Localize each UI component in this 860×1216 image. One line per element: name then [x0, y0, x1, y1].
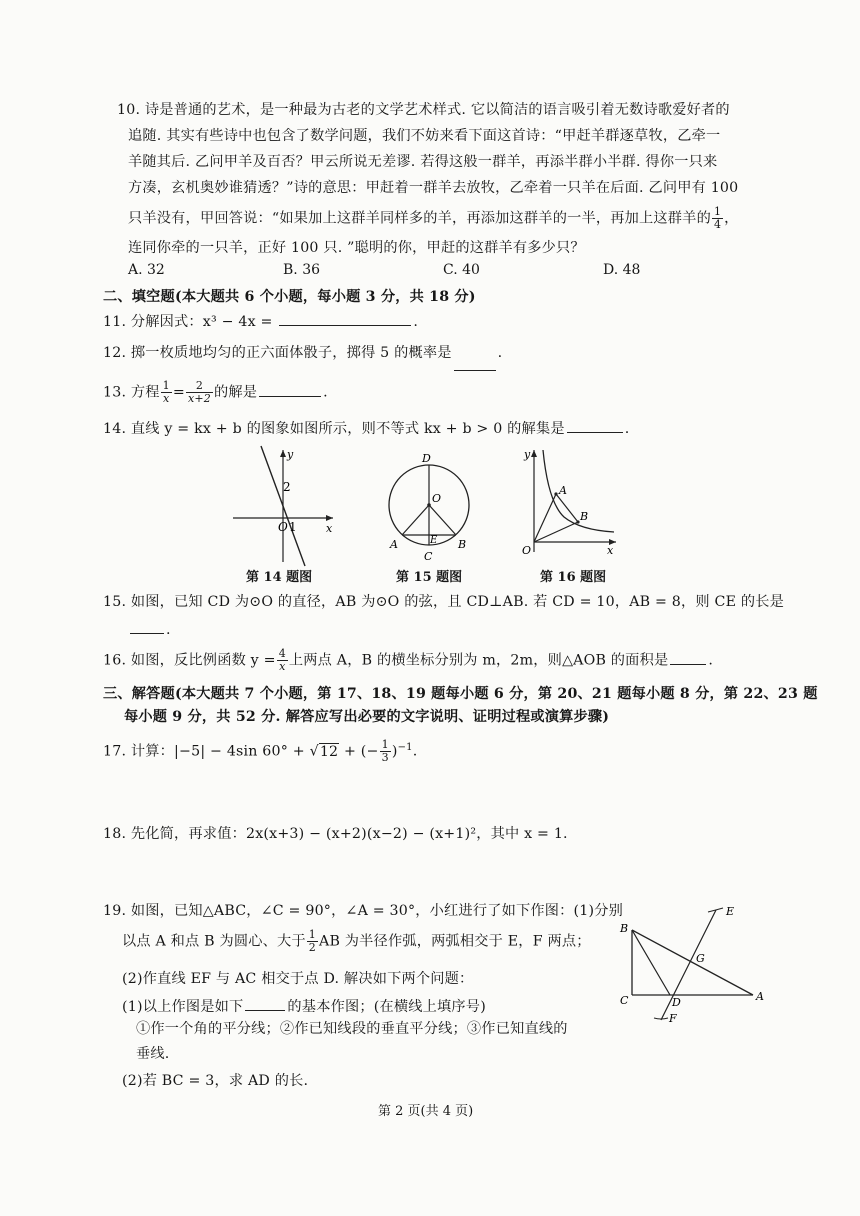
q15-answer-blank[interactable]	[130, 619, 164, 634]
q16: 16. 如图，反比例函数 y = $\frac{4}{x}$ 上两点 A，B 的横坐标分别为 m，2m，则△AOB 的面积是 .	[103, 647, 714, 673]
q13-answer-blank[interactable]	[259, 382, 321, 397]
figure-19	[615, 898, 770, 1026]
q13: 13. 方程 $\frac{1}{x}$ = $\frac{2}{x+2}$ 的解是 .	[103, 379, 328, 405]
section3-heading-line1: 三、解答题(本大题共 7 个小题，第 17、18、19 题每小题 6 分，第 20、21 题每小题 8 分，第 22、23 题	[103, 686, 818, 702]
q11-answer-blank[interactable]	[279, 311, 411, 326]
page-number: 第 2 页(共 4 页)	[378, 1104, 474, 1119]
q10-option-c: C. 40	[443, 262, 480, 278]
q10-line2: 追随. 其实有些诗中也包含了数学问题，我们不妨来看下面这首诗：“甲赶羊群逐草牧，乙牵一	[128, 128, 721, 144]
fig16-label-o: O	[522, 544, 532, 557]
fig19-line-ef	[661, 910, 716, 1020]
q16-fraction: $\frac{4}{x}$	[278, 647, 286, 673]
fig19-label-a: A	[756, 990, 764, 1003]
fig14-label-x: x	[326, 522, 333, 535]
fig15-label-d: D	[422, 452, 431, 465]
fig15-label-e: E	[430, 535, 438, 546]
q15-line1: 15. 如图，已知 CD 为⊙O 的直径，AB 为⊙O 的弦，且 CD⊥AB. 若 CD = 10，AB = 8，则 CE 的长是	[103, 594, 784, 610]
fig15-label-c: C	[424, 550, 433, 563]
fig15-caption: 第 15 题图	[396, 570, 463, 585]
q19-line3: (2)作直线 EF 与 AC 相交于点 D. 解决如下两个问题：	[122, 971, 474, 987]
figure-16	[518, 442, 620, 564]
figure-15	[378, 450, 478, 566]
section2-heading: 二、填空题(本大题共 6 个小题，每小题 3 分，共 18 分)	[103, 289, 476, 305]
q19-line1: 19. 如图，已知△ABC，∠C = 90°，∠A = 30°，小红进行了如下作图：(1)分别	[103, 903, 624, 919]
q10-line6: 连同你牵的一只羊，正好 100 只. ”聪明的你，甲赶的这群羊有多少只？	[128, 240, 585, 256]
fig14-label-1: 1	[289, 520, 297, 534]
q10-fraction: $\frac{1}{4}$	[713, 205, 722, 231]
fig16-label-x: x	[607, 544, 614, 557]
q10-line4: 方凑，玄机奥妙谁猜透？”诗的意思：甲赶着一群羊去放牧，乙牵着一只羊在后面. 乙问甲有 100	[128, 180, 739, 196]
fig19-label-f: F	[669, 1012, 677, 1025]
q13-fraction-left: $\frac{1}{x}$	[162, 379, 170, 405]
q19-line7: (2)若 BC = 3，求 AD 的长.	[122, 1073, 309, 1089]
q10-line5-text: 只羊没有，甲回答说：“如果加上这群羊同样多的羊，再添加这群羊的一半，再加上这群羊的	[128, 210, 711, 227]
q12: 12. 掷一枚质地均匀的正六面体骰子，掷得 5 的概率是 .	[103, 342, 502, 363]
q17: 17. 计算：|−5| − 4sin 60° + √12 + (− $\frac{1}{3}$ )$^{-1}$.	[103, 738, 418, 765]
q10-line3: 羊随其后. 乙问甲羊及百否？甲云所说无差谬. 若得这般一群羊，再添半群小半群. 得你一只来	[128, 154, 718, 170]
q14-answer-blank[interactable]	[567, 418, 623, 433]
q10-option-d: D. 48	[603, 262, 641, 278]
q13-fraction-right: $\frac{2}{x+2}$	[187, 379, 211, 405]
q14: 14. 直线 y = kx + b 的图象如图所示，则不等式 kx + b > 0 的解集是 .	[103, 418, 629, 439]
q18: 18. 先化简，再求值：2x(x+3) − (x+2)(x−2) − (x+1)²，其中 x = 1.	[103, 826, 568, 842]
fig19-label-e: E	[726, 905, 735, 918]
fig15-label-a: A	[390, 538, 398, 551]
q15-line2: .	[128, 619, 171, 640]
q19-answer-blank[interactable]	[245, 996, 285, 1011]
q10-line5: 只羊没有，甲回答说：“如果加上这群羊同样多的羊，再添加这群羊的一半，再加上这群羊的 $\frac{1}{4}$ ，	[128, 205, 739, 231]
fig16-label-y: y	[524, 448, 531, 461]
q10-line1: 10. 诗是普通的艺术，是一种最为古老的文学艺术样式. 它以简洁的语言吸引着无数诗歌爱好者的	[117, 102, 730, 118]
q19-line5: ①作一个角的平分线；②作已知线段的垂直平分线；③作已知直线的	[136, 1021, 568, 1037]
fig19-label-d: D	[672, 996, 681, 1009]
fig14-label-2: 2	[283, 480, 291, 494]
figure-14	[225, 442, 337, 567]
q11: 11. 分解因式：x³ − 4x = .	[103, 311, 418, 332]
q17-fraction: $\frac{1}{3}$	[381, 738, 389, 765]
fig16-caption: 第 16 题图	[540, 570, 607, 585]
fig14-label-o: O	[278, 520, 288, 534]
q10-option-b: B. 36	[283, 262, 321, 278]
section3-heading-line2: 每小题 9 分，共 52 分. 解答应写出必要的文字说明、证明过程或演算步骤)	[124, 709, 610, 725]
fig19-label-g: G	[696, 952, 705, 965]
q19-fraction: $\frac{1}{2}$	[308, 928, 316, 954]
fig16-label-a: A	[559, 484, 567, 497]
fig19-label-c: C	[620, 994, 629, 1007]
fig15-label-b: B	[458, 538, 467, 551]
fig14-label-y: y	[287, 448, 294, 461]
q17-exponent: −1	[397, 742, 413, 753]
q19-line4: (1)以上作图是如下 的基本作图；(在横线上填序号)	[122, 996, 486, 1017]
q12-answer-blank[interactable]	[454, 356, 496, 371]
fig15-label-o: O	[432, 492, 442, 505]
fig16-hyperbola	[543, 450, 614, 532]
q19-line6: 垂线.	[136, 1046, 170, 1062]
fig16-label-b: B	[580, 510, 589, 523]
fig14-caption: 第 14 题图	[246, 570, 313, 585]
q19-line2: 以点 A 和点 B 为圆心、大于 $\frac{1}{2}$ AB 为半径作弧，两弧相交于 E，F 两点；	[122, 928, 591, 954]
q10-option-a: A. 32	[128, 262, 165, 278]
fig19-label-b: B	[620, 922, 629, 935]
fig19-side-ab	[632, 930, 753, 995]
q16-answer-blank[interactable]	[670, 650, 706, 665]
q17-sqrt: 12	[319, 743, 339, 760]
